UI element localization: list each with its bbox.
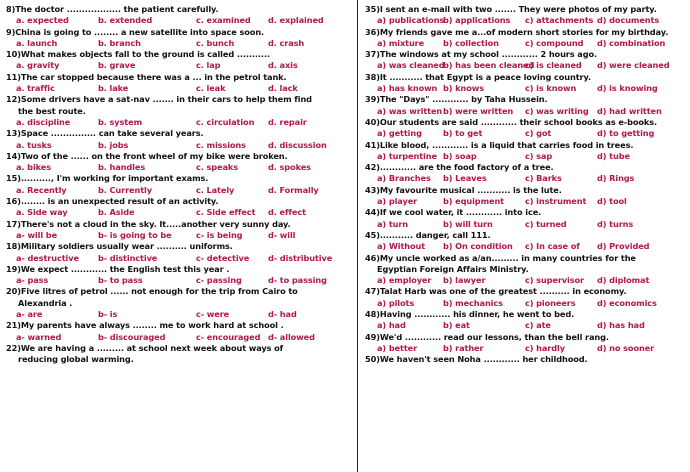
answer-option-b[interactable]: b) will turn [443,218,493,229]
answer-options [365,320,687,331]
answer-option-d[interactable]: d) no sooner [597,342,655,353]
answer-option-c[interactable]: c. examined [196,15,251,26]
answer-option-b[interactable]: b. handles [98,162,146,173]
answer-option-c[interactable]: c- encouraged [196,331,261,342]
answer-options [6,207,350,218]
question-number: 11) [6,71,21,82]
question-text: Two of the ...... on the front wheel of my bike were broken. [20,150,288,161]
answer-option-b[interactable]: b- distinctive [98,252,158,263]
answer-option-d[interactable]: d) economics [597,297,657,308]
answer-option-a[interactable]: a) turn [377,218,409,229]
answer-options [365,60,687,71]
answer-options [6,162,350,173]
answer-option-c[interactable]: c- detective [196,252,250,263]
question-number: 22) [6,342,21,353]
question-text: ............ are the food factory of a tree. [379,162,554,173]
question-text: The "Days" ............ by Taha Hussein. [379,94,548,105]
answer-options [365,173,687,184]
question-number: 14) [6,150,21,161]
question-number: 35) [365,4,380,14]
question-44 [365,207,687,218]
question-39 [365,94,687,105]
answer-option-a[interactable]: a- destructive [16,252,79,263]
answer-option-a[interactable]: a- warned [16,331,62,342]
question-text: It ........... that Egypt is a peace loving country. [379,71,591,82]
answer-option-d[interactable]: d) to getting [597,128,655,139]
answer-option-a[interactable]: a. discipline [16,116,71,127]
answer-option-d[interactable]: d. explained [268,15,324,26]
answer-option-a[interactable]: a) player [377,196,418,207]
answer-option-b[interactable]: b- to pass [98,275,143,286]
question-text: The doctor .................. the patient carefully. [15,4,219,14]
answer-option-d[interactable]: d) documents [597,15,660,26]
answer-option-a[interactable]: a- pass [16,275,49,286]
answer-option-b[interactable]: b. branch [98,37,141,48]
question-46 [365,253,687,264]
question-text: My parents have always ........ me to work hard at school . [20,320,284,331]
answer-options [365,298,687,309]
answer-options [365,275,687,286]
answer-option-d[interactable]: d) combination [597,37,666,48]
question-number: 15) [6,173,21,184]
answer-option-b[interactable]: b) On condition [443,241,513,252]
answer-options [6,230,350,241]
question-11 [6,72,350,83]
question-number: 50) [365,354,380,365]
answer-options [6,332,350,343]
answer-option-b[interactable]: b) has been cleaned [443,60,535,71]
question-text: We'd ............ read our lessons, than the bell rang. [379,331,609,342]
question-number: 19) [6,263,21,274]
question-19 [6,264,350,275]
answer-option-b[interactable]: b- is [98,309,118,320]
answer-option-d[interactable]: d) had written [597,105,662,116]
question-number: 38) [365,71,380,82]
answer-option-c[interactable]: c. bunch [196,37,235,48]
question-text: There's not a cloud in the sky. It.....another very sunny day. [20,218,291,229]
answer-option-c[interactable]: c. circulation [196,116,255,127]
answer-options [365,15,687,26]
question-number: 9) [6,26,16,37]
question-number: 13) [6,128,21,139]
question-12 [6,94,350,105]
answer-options [365,219,687,230]
answer-option-d[interactable]: d) turns [597,218,634,229]
question-text: Military soldiers usually wear .......... uniforms. [20,241,233,252]
question-text: The windows at my school ............ 2 hours ago. [379,49,597,60]
answer-options [365,196,687,207]
question-number: 46) [365,252,380,263]
answer-option-b[interactable]: b) to get [443,128,483,139]
answer-option-b[interactable]: b. jobs [98,139,129,150]
question-41 [365,140,687,151]
question-number: 37) [365,49,380,60]
answer-option-d[interactable]: d- to passing [268,275,327,286]
answer-option-b[interactable]: b) soap [443,150,477,161]
question-10 [6,49,350,60]
answer-options [6,309,350,320]
question-continuation: reducing global warming. [18,354,134,365]
question-36 [365,27,687,38]
answer-option-c[interactable]: c) sap [525,150,553,161]
answer-option-c[interactable]: c) compound [525,37,584,48]
question-number: 39) [365,94,380,105]
answer-option-d[interactable]: d- distributive [268,252,333,263]
answer-option-c[interactable]: c. Lately [196,184,235,195]
question-number: 49) [365,331,380,342]
answer-option-c[interactable]: c. leak [196,83,226,94]
question-17 [6,219,350,230]
question-text: Like blood, ............ is a liquid that carries food in trees. [379,139,634,150]
question-18 [6,241,350,252]
answer-option-a[interactable]: a. traffic [16,83,55,94]
answer-option-d[interactable]: d- will [268,229,296,240]
answer-option-b[interactable]: b) lawyer [443,275,486,286]
answer-option-a[interactable]: a) turpentine [377,150,437,161]
answer-options [6,185,350,196]
answer-option-d[interactable]: d. repair [268,116,307,127]
answer-option-d[interactable]: d. discussion [268,139,327,150]
question-50 [365,354,687,365]
answer-option-d[interactable]: d) tube [597,150,630,161]
answer-option-a[interactable]: a. Recently [16,184,67,195]
answer-option-a[interactable]: a) publications [377,15,445,26]
answer-options [365,241,687,252]
answer-option-a[interactable]: a- are [16,309,43,320]
question-text: China is going to ........ a new satellite into space soon. [15,26,265,37]
question-text: We expect ............ the English test this year . [20,263,230,274]
question-49 [365,332,687,343]
left-column [6,4,350,366]
answer-option-c[interactable]: c) In case of [525,241,580,252]
question-number: 41) [365,139,380,150]
answer-option-a[interactable]: a) Without [377,241,426,252]
question-number: 43) [365,184,380,195]
answer-options [6,253,350,264]
answer-option-b[interactable]: b) were written [443,105,514,116]
answer-options [6,83,350,94]
answer-option-d[interactable]: d) is knowing [597,83,658,94]
question-42 [365,162,687,173]
answer-option-b[interactable]: b. Aside [98,207,135,218]
question-48 [365,309,687,320]
question-continuation: Egyptian Foreign Affairs Ministry. [377,263,529,274]
answer-option-a[interactable]: a- will be [16,229,58,240]
question-text: We are having a ......... at school next week about ways of [20,342,284,353]
question-text: Some drivers have a sat-nav ....... in their cars to help them find [20,94,312,105]
question-text: ........ is an unexpected result of an activity. [20,196,219,207]
right-column [365,4,687,366]
answer-option-b[interactable]: b- is going to be [98,229,172,240]
answer-option-b[interactable]: b. system [98,116,143,127]
answer-option-a[interactable]: a. expected [16,15,69,26]
question-text: My uncle worked as a/an......... in many countries for the [379,252,636,263]
answer-option-b[interactable]: b. Currently [98,184,152,195]
question-20 [6,286,350,297]
answer-option-a[interactable]: a. Side way [16,207,68,218]
answer-options [365,106,687,117]
question-number: 16) [6,196,21,207]
answer-option-c[interactable]: c. speaks [196,162,239,173]
answer-options [6,60,350,71]
question-text: .........., I'm working for important exams. [20,173,209,184]
question-number: 42) [365,162,380,173]
question-number: 8) [6,4,16,14]
answer-option-a[interactable]: a. launch [16,37,58,48]
answer-option-b[interactable]: b) collection [443,37,499,48]
answer-options [6,275,350,286]
answer-option-b[interactable]: b) knows [443,83,484,94]
answer-option-d[interactable]: d. spokes [268,162,311,173]
question-9 [6,27,350,38]
question-number: 36) [365,26,380,37]
answer-option-d[interactable]: d) Rings [597,173,635,184]
answer-option-d[interactable]: d. lack [268,83,298,94]
question-number: 40) [365,116,380,127]
answer-option-a[interactable]: a) better [377,342,418,353]
answer-option-c[interactable]: c- were [196,309,230,320]
answer-option-c[interactable]: c) attachments [525,15,594,26]
answer-option-b[interactable]: b) mechanics [443,297,503,308]
answer-option-b[interactable]: b) equipment [443,196,504,207]
question-text: If we cool water, it ............ into ice. [379,207,542,218]
question-continuation: the best route. [18,105,86,116]
question-number: 45) [365,229,380,240]
answer-option-a[interactable]: a) employer [377,275,432,286]
question-number: 10) [6,49,21,60]
answer-options [6,140,350,151]
question-text: Having ............ his dinner, he went to bed. [379,309,575,320]
answer-options [365,128,687,139]
question-text: What makes objects fall to the ground is called ........... [20,49,270,60]
answer-option-b[interactable]: b- discouraged [98,331,166,342]
answer-option-b[interactable]: b) rather [443,342,484,353]
question-13 [6,128,350,139]
question-35 [365,4,687,15]
answer-option-d[interactable]: d) diplomat [597,275,650,286]
question-number: 21) [6,320,21,331]
answer-options [6,117,350,128]
answer-option-c[interactable]: c- is being [196,229,243,240]
answer-options [365,38,687,49]
question-number: 18) [6,241,21,252]
answer-option-d[interactable]: d. crash [268,37,305,48]
answer-option-d[interactable]: d) were cleaned [597,60,670,71]
answer-options [6,15,350,26]
question-47 [365,286,687,297]
question-text: Space ............... can take several years. [20,128,204,139]
answer-option-d[interactable]: d. axis [268,60,298,71]
answer-option-a[interactable]: a) was written [377,105,443,116]
answer-option-b[interactable]: b) Leaves [443,173,487,184]
question-number: 20) [6,286,21,297]
question-38 [365,72,687,83]
answer-option-c[interactable]: c) turned [525,218,567,229]
answer-option-c[interactable]: c) was writing [525,105,589,116]
question-text: The car stopped because there was a ... in the petrol tank. [20,71,287,82]
answer-option-c[interactable]: c. missions [196,139,246,150]
question-number: 17) [6,218,21,229]
answer-option-c[interactable]: c) supervisor [525,275,584,286]
question-text: We haven't seen Noha ............ her childhood. [379,354,588,365]
question-16 [6,196,350,207]
answer-option-c[interactable]: c) is known [525,83,577,94]
question-37 [365,49,687,60]
answer-option-c[interactable]: c. Side effect [196,207,256,218]
question-text: Five litres of petrol ...... not enough for the trip from Cairo to [20,286,298,297]
answer-option-d[interactable]: d- allowed [268,331,315,342]
answer-option-a[interactable]: a) Branches [377,173,431,184]
answer-option-d[interactable]: d- had [268,309,297,320]
question-text: I sent an e-mail with two ....... They were photos of my party. [379,4,657,14]
answer-option-c[interactable]: c. lap [196,60,221,71]
answer-option-b[interactable]: b. lake [98,83,129,94]
question-14 [6,151,350,162]
answer-option-a[interactable]: a. gravity [16,60,60,71]
answer-option-c[interactable]: c) instrument [525,196,587,207]
question-text: My friends gave me a...of modern short stories for my birthday. [379,26,669,37]
answer-option-b[interactable]: b. grave [98,60,136,71]
column-divider [357,0,358,472]
answer-option-a[interactable]: a) was cleaned [377,60,445,71]
answer-option-a[interactable]: a) had [377,320,406,331]
question-8 [6,4,350,15]
question-45 [365,230,687,241]
question-number: 44) [365,207,380,218]
answer-option-d[interactable]: d) tool [597,196,627,207]
question-15 [6,173,350,184]
question-text: ........... danger, call 111. [379,229,491,240]
answer-options [365,83,687,94]
answer-option-d[interactable]: d. Formally [268,184,319,195]
question-text: Our students are said ............ their school books as e-books. [379,116,658,127]
question-continuation: Alexandria . [18,297,73,308]
answer-options [365,343,687,354]
question-40 [365,117,687,128]
question-number: 48) [365,309,380,320]
answer-option-c[interactable]: c) got [525,128,552,139]
question-text: My favourite musical ........... is the lute. [379,184,562,195]
answer-option-d[interactable]: d. effect [268,207,306,218]
answer-option-b[interactable]: b) applications [443,15,511,26]
answer-option-c[interactable]: c) ate [525,320,551,331]
answer-option-c[interactable]: c) pioneers [525,297,576,308]
question-22 [6,343,350,354]
answer-option-d[interactable]: d) Provided [597,241,650,252]
answer-option-a[interactable]: a) getting [377,128,422,139]
answer-options [6,38,350,49]
question-number: 12) [6,94,21,105]
question-21 [6,320,350,331]
answer-option-c[interactable]: c) hardly [525,342,565,353]
answer-option-a[interactable]: a) pilots [377,297,415,308]
question-text: Talat Harb was one of the greatest .......... in economy. [379,286,627,297]
answer-option-a[interactable]: a. tusks [16,139,52,150]
answer-option-c[interactable]: c- passing [196,275,242,286]
question-number: 47) [365,286,380,297]
answer-option-b[interactable]: b) eat [443,320,470,331]
answer-option-a[interactable]: a) mixture [377,37,425,48]
answer-option-c[interactable]: c) Barks [525,173,562,184]
answer-option-a[interactable]: a) has known [377,83,438,94]
question-43 [365,185,687,196]
answer-option-b[interactable]: b. extended [98,15,153,26]
answer-option-d[interactable]: d) has had [597,320,645,331]
answer-options [365,151,687,162]
answer-option-c[interactable]: c) is cleaned [525,60,582,71]
answer-option-a[interactable]: a. bikes [16,162,52,173]
